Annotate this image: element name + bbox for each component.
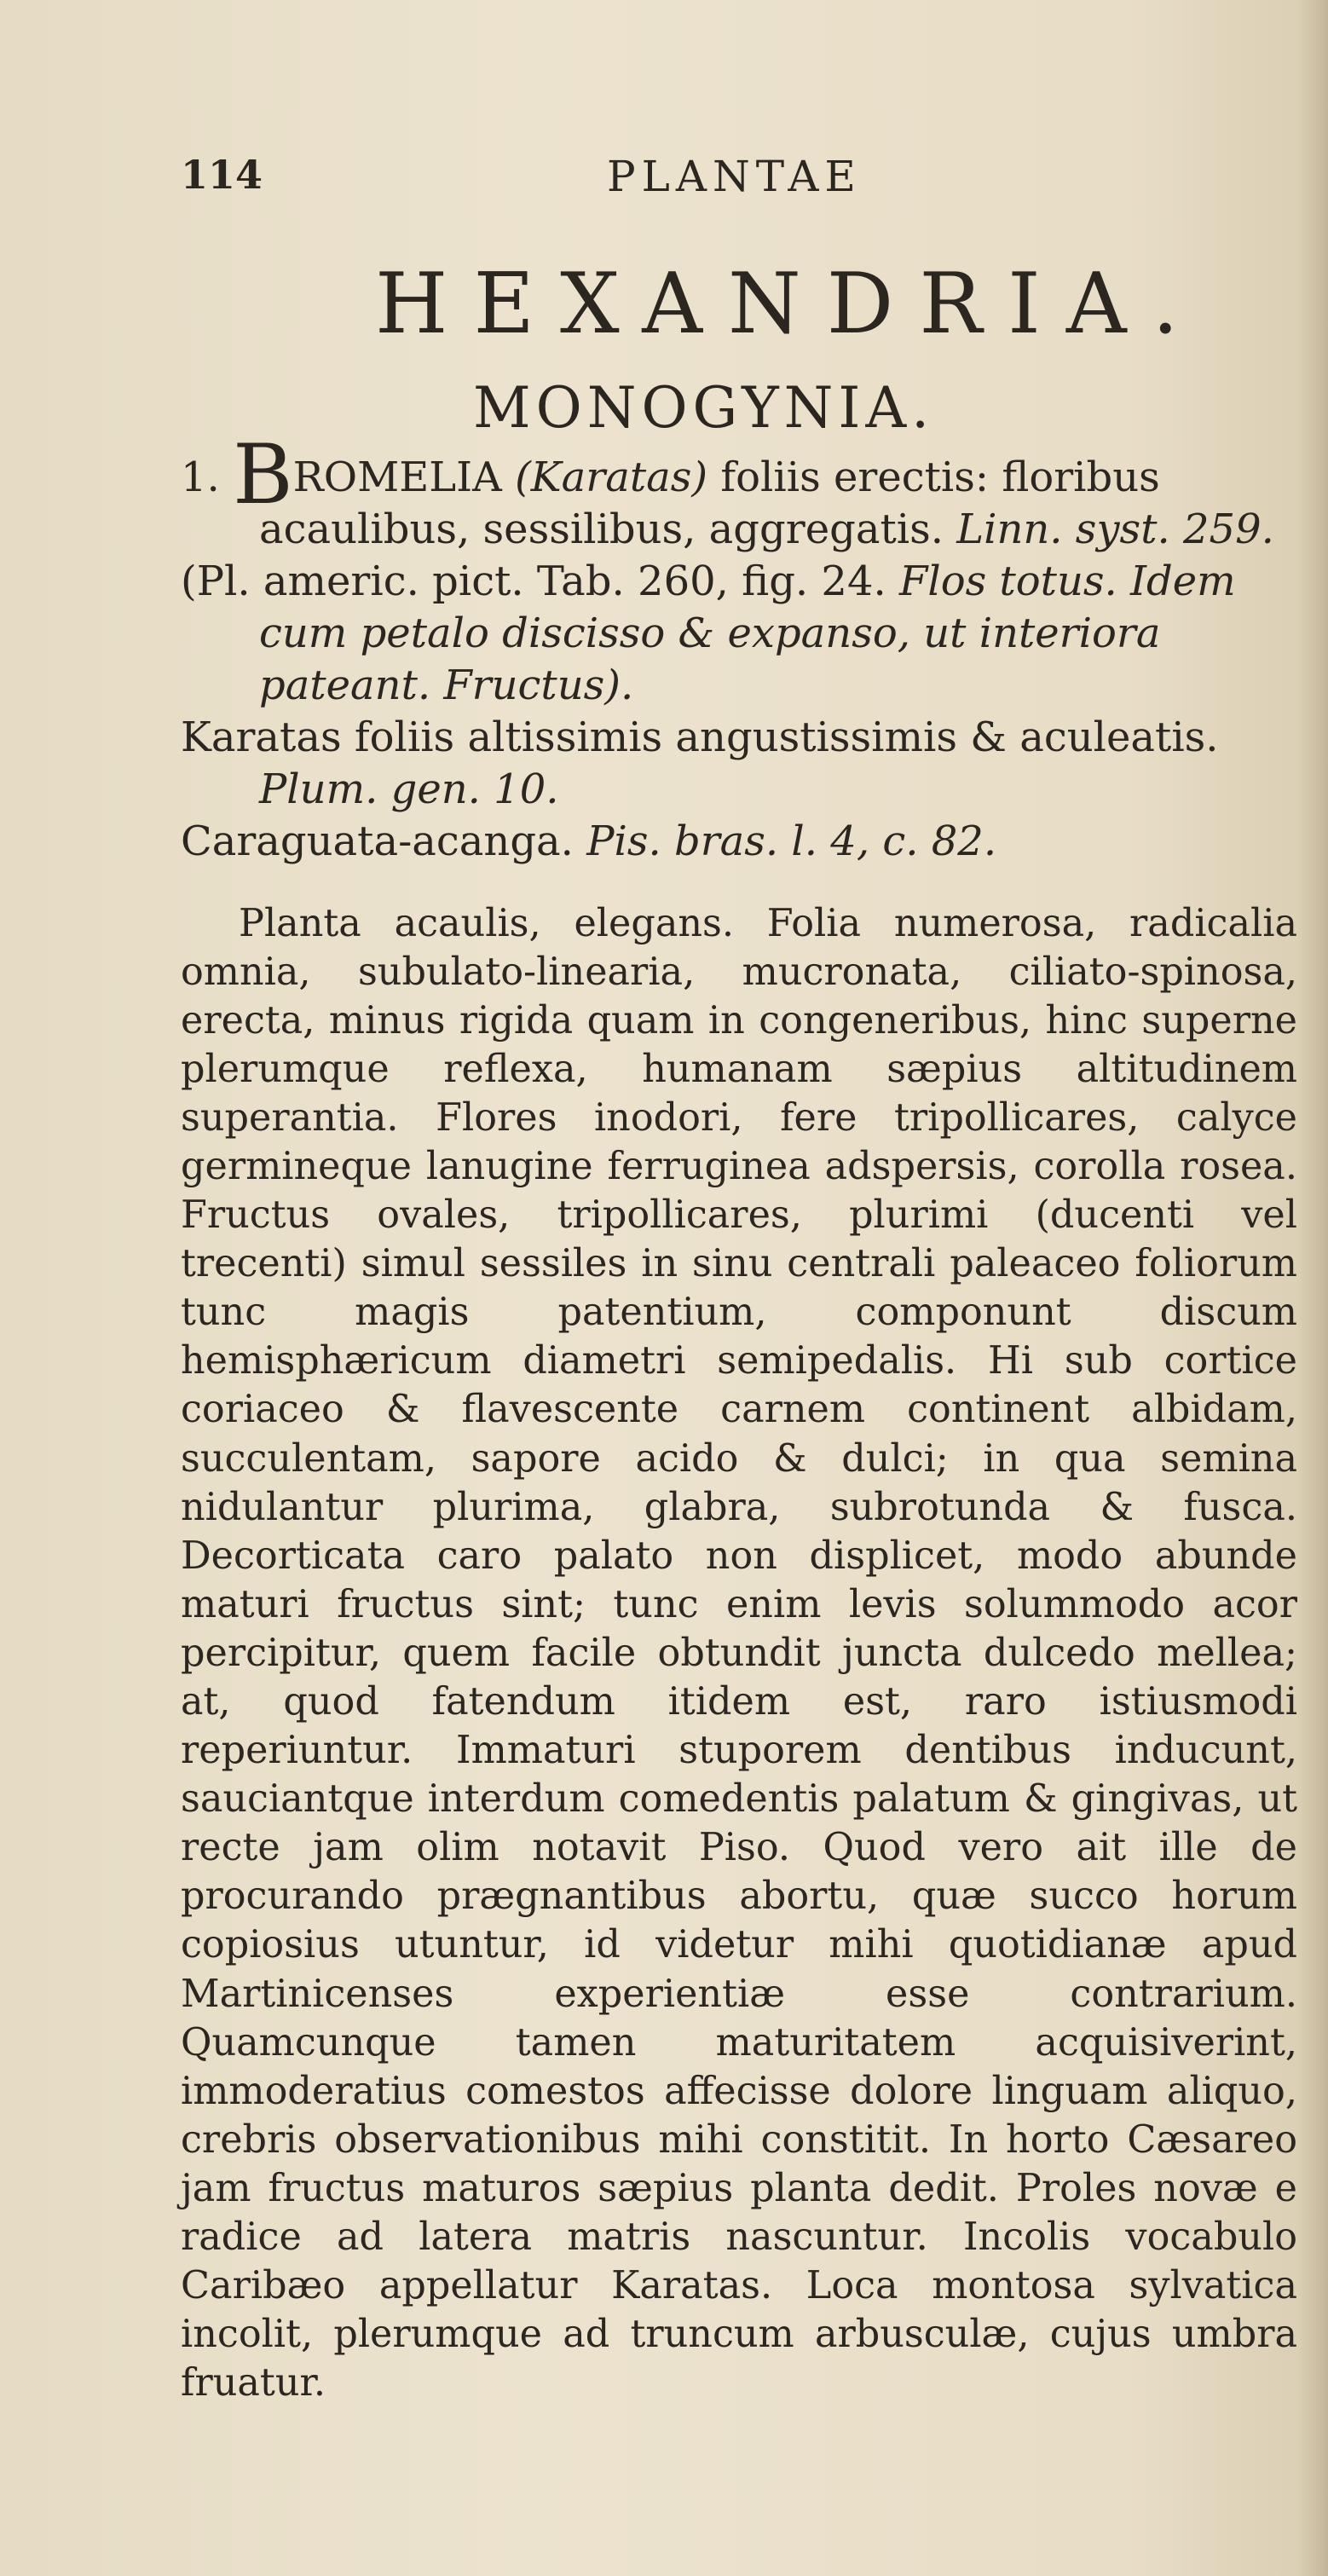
genus-name: ROMELIA: [292, 453, 502, 501]
page-number: 114: [181, 152, 263, 198]
plumier-synonym: [181, 712, 1297, 816]
plate-citation: (Pl. americ. pict. Tab. 260, fig. 24.: [181, 557, 886, 605]
plumier-reference: Plum. gen. 10.: [259, 765, 559, 813]
piso-synonym: [181, 816, 1297, 868]
synonym: (Karatas): [515, 453, 708, 501]
page-edge-shadow: [1297, 0, 1328, 2576]
drop-capital: B: [233, 427, 293, 523]
entry-number: 1.: [181, 453, 220, 501]
entry-heading: [181, 427, 1297, 556]
plate-reference: [181, 556, 1297, 712]
piso-reference: Pis. bras. l. 4, c. 82.: [586, 817, 997, 865]
page-header: [181, 152, 1289, 211]
linnaeus-reference: Linn. syst. 259.: [956, 505, 1274, 553]
plate-note: Flos totus. Idem cum petalo discisso & expanso, ut interiora pateant. Fructus).: [259, 557, 1236, 709]
order-title: MONOGYNIA.: [473, 375, 935, 441]
piso-text: Caraguata-acanga.: [181, 817, 574, 865]
diagnosis: foliis erectis: floribus acaulibus, sessilibus, aggregatis.: [259, 453, 1160, 553]
species-entry: [181, 427, 1297, 868]
running-head: PLANTAE: [607, 152, 862, 201]
class-title: HEXANDRIA.: [375, 256, 1204, 353]
species-description: Planta acaulis, elegans. Folia numerosa, radicalia omnia, subulato-linearia, mucronata, ciliato-spinosa, erecta, minus rigida quam in congeneribus, hinc superne plerumque reflexa, humanam sæpius altitudinem superantia. Flores inodori, fere tripollicares, calyce germineque lanugine ferruginea adspersis, corolla rosea. Fructus ovales, tripollicares, plurimi (ducenti vel trecenti) simul sessiles in sinu centrali paleaceo foliorum tunc magis patentium, componunt discum hemisphæricum diametri semipedalis. Hi sub cortice coriaceo & flavescente carnem continent albidam, succulentam, sapore acido & dulci; in qua semina nidulantur plurima, glabra, subrotunda & fusca. Decorticata caro palato non displicet, modo abunde maturi fructus sint; tunc enim levis solummodo acor percipitur, quem facile obtundit juncta dulcedo mellea; at, quod fatendum itidem est, raro istiusmodi reperiuntur. Immaturi stuporem dentibus inducunt, sauciantque interdum comedentis palatum & gingivas, ut recte jam olim notavit Piso. Quod vero ait ille de procurando prægnantibus abortu, quæ succo horum copiosius utuntur, id videtur mihi quotidianæ apud Martinicenses experientiæ esse contrarium. Quamcunque tamen maturitatem acquisiverint, immoderatius comestos affecisse dolore linguam aliquo, crebris observationibus mihi constitit. In horto Cæsareo jam fructus maturos sæpius planta dedit. Proles novæ e radice ad latera matris nascuntur. Incolis vocabulo Caribæo appellatur Karatas. Loca montosa sylvatica incolit, plerumque ad truncum arbusculæ, cujus umbra fruatur.: [181, 901, 1297, 2406]
plumier-text: Karatas foliis altissimis angustissimis & aculeatis.: [181, 713, 1219, 761]
